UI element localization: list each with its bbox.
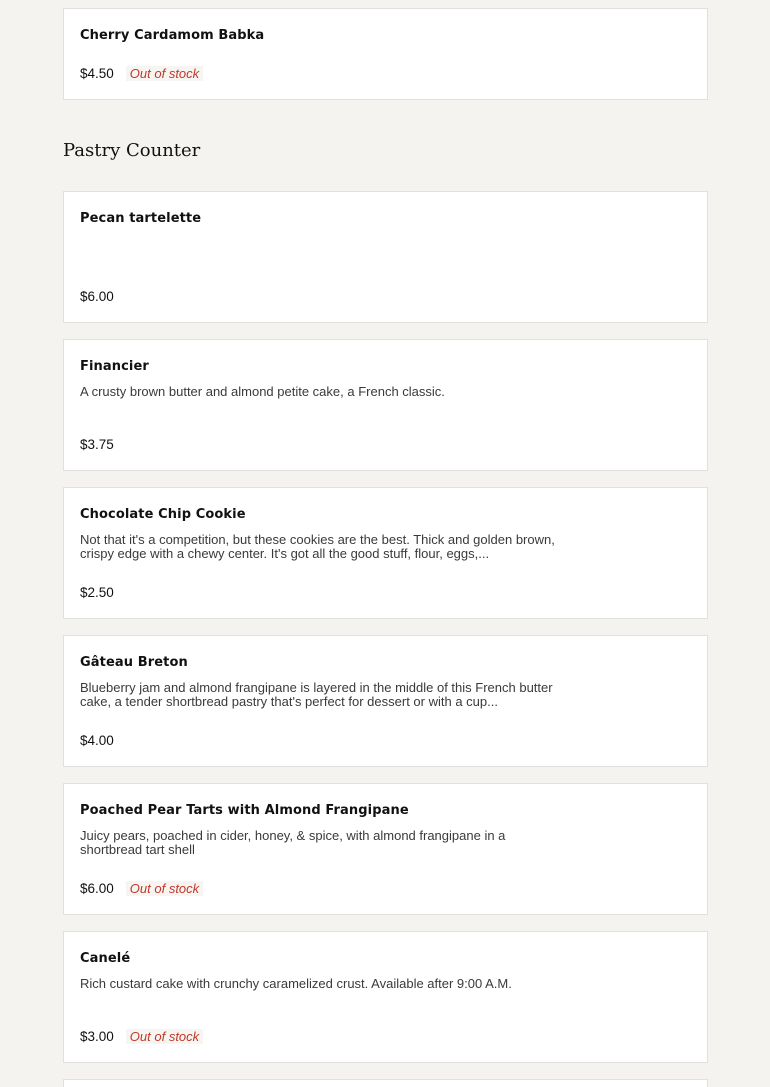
menu-item-card[interactable] [63, 635, 708, 767]
menu-item-footer [80, 66, 203, 81]
menu-item-description: Blueberry jam and almond frangipane is layered in the middle of this French butter cake, a tender shortbread pastry that's perfect for dessert or with a cup... [80, 681, 553, 709]
menu-item-price: $6.00 [80, 289, 114, 304]
menu-item-price: $3.75 [80, 437, 114, 452]
menu-item-card[interactable] [63, 487, 708, 619]
menu-item-card[interactable] [63, 931, 708, 1063]
menu-item-price: $2.50 [80, 585, 114, 600]
menu-item-card[interactable] [63, 1079, 708, 1087]
menu-item-name: Chocolate Chip Cookie [80, 507, 246, 522]
menu-item-description: Rich custard cake with crunchy caramelized crust. Available after 9:00 A.M. [80, 977, 512, 991]
menu-item-name: Poached Pear Tarts with Almond Frangipane [80, 803, 409, 818]
menu-item-footer [80, 733, 114, 748]
menu-item-card[interactable] [63, 339, 708, 471]
menu-item-name: Canelé [80, 951, 131, 966]
menu-item-footer [80, 289, 114, 304]
menu-item-name: Pecan tartelette [80, 211, 202, 226]
menu-item-footer [80, 1029, 203, 1044]
menu-item-name: Financier [80, 359, 149, 374]
menu-item-price: $3.00 [80, 1029, 114, 1044]
menu-item-card[interactable] [63, 8, 708, 100]
out-of-stock-badge: Out of stock [126, 881, 203, 896]
out-of-stock-badge: Out of stock [126, 66, 203, 81]
menu-item-footer [80, 437, 114, 452]
menu-item-price: $4.00 [80, 733, 114, 748]
menu-item-description: Not that it's a competition, but these cookies are the best. Thick and golden brown, crispy edge with a chewy center. It's got all the good stuff, flour, eggs,... [80, 533, 555, 561]
menu-item-description: Juicy pears, poached in cider, honey, & spice, with almond frangipane in a shortbread tart shell [80, 829, 506, 857]
menu-item-footer [80, 881, 203, 896]
menu-item-description: A crusty brown butter and almond petite cake, a French classic. [80, 385, 445, 399]
menu-item-card[interactable] [63, 191, 708, 323]
menu-item-name: Cherry Cardamom Babka [80, 28, 265, 43]
out-of-stock-badge: Out of stock [126, 1029, 203, 1044]
menu-item-price: $6.00 [80, 881, 114, 896]
section-title: Pastry Counter [63, 140, 201, 161]
menu-item-footer [80, 585, 114, 600]
menu-item-card[interactable] [63, 783, 708, 915]
menu-item-name: Gâteau Breton [80, 655, 188, 670]
menu-item-price: $4.50 [80, 66, 114, 81]
